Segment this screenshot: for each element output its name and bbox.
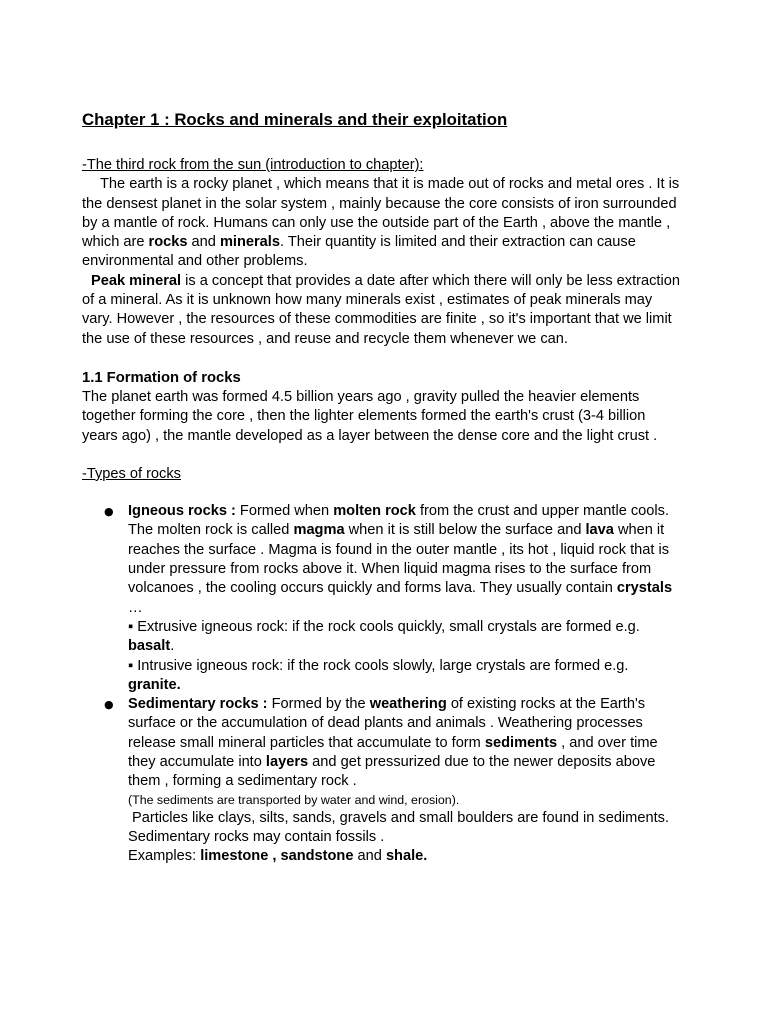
bold-term-limestone-sandstone: limestone , sandstone — [200, 848, 354, 865]
intro-heading — [82, 156, 682, 175]
bold-term-rocks: rocks — [148, 234, 188, 251]
sedimentary-description — [128, 695, 682, 791]
intrusive-line — [128, 657, 682, 696]
text-run: is a concept that provides a date after which there will only be less extraction of a mineral. As it is unknown how many minerals exist , estimates of peak minerals may vary. However , the resources of these commodities are finite , so it's important that we limit the use of these resources , and reuse and recycle them whenever we can. — [82, 272, 680, 347]
text-run: and — [353, 848, 386, 865]
sediment-transport-note: (The sediments are transported by water and wind, erosion). — [128, 792, 460, 807]
extrusive-line — [128, 618, 682, 657]
text-run: … — [128, 599, 143, 616]
section-1-1-paragraph: The planet earth was formed 4.5 billion years ago , gravity pulled the heavier elements together forming the core , then the lighter elements formed the earth's crust (3-4 billion years ago) , the mantle developed as a layer between the dense core and the light crust . — [82, 388, 658, 444]
particles-line: Particles like clays, silts, sands, gravels and small boulders are found in sediments. Sedimentary rocks may contain fossils . — [128, 809, 669, 845]
text-run: ▪ Extrusive igneous rock: if the rock cools quickly, small crystals are formed e.g. — [128, 618, 640, 635]
bold-label-igneous: Igneous rocks : — [128, 503, 236, 520]
text-run: when it is still below the surface and — [344, 522, 586, 539]
text-run: The earth is a rocky planet , which means that it is made out of rocks and metal ores . It is the densest planet in the solar system , mainly because the core consists of iron surrounded by a mantle of rock. Humans can only use the outside part of the Earth , above the mantle , which are — [82, 176, 680, 251]
text-run: of existing rocks at the Earth's surface or the accumulation of dead plants and animals . Weathering processes release small mineral particles that accumulate to form — [128, 696, 646, 751]
text-run: Examples: — [128, 848, 201, 865]
text-run: when it reaches the surface . Magma is found in the outer mantle , its hot , liquid rock that is under pressure from rocks above it. When liquid magma rises to the surface from volcanoes , the cooling occurs quickly and forms lava. They usually contain — [128, 522, 670, 597]
intro-paragraph-2 — [82, 272, 682, 349]
text-run: ▪ Intrusive igneous rock: if the rock cools slowly, large crystals are formed e.g. — [128, 657, 629, 674]
intro-heading-text: -The third rock from the sun (introduction to chapter): — [82, 157, 424, 173]
examples-line — [128, 847, 682, 866]
types-heading — [82, 465, 682, 484]
list-item-igneous — [82, 502, 682, 695]
bold-term-weathering: weathering — [369, 696, 447, 713]
text-run: . — [170, 638, 175, 655]
text-run: Formed when — [235, 503, 334, 520]
bold-term-crystals: crystals — [616, 580, 673, 597]
list-item-sedimentary — [82, 695, 682, 866]
bold-term-molten-rock: molten rock — [333, 503, 416, 520]
bold-term-sediments: sediments — [484, 734, 558, 751]
text-run: . Their quantity is limited and their extraction can cause environmental and other problems. — [82, 234, 636, 270]
bold-label-sedimentary: Sedimentary rocks : — [128, 696, 268, 713]
text-run: , and over time they accumulate into — [128, 734, 658, 771]
bold-term-basalt: basalt — [128, 638, 171, 655]
types-heading-text: -Types of rocks — [82, 465, 181, 482]
bold-term-layers: layers — [265, 754, 309, 771]
bold-term-lava: lava — [585, 522, 614, 539]
rock-types-list — [82, 502, 682, 866]
bold-term-peak-mineral: Peak mineral — [91, 272, 182, 289]
text-run: Formed by the — [267, 696, 370, 713]
text-run: and — [187, 234, 220, 251]
spacer — [82, 446, 682, 465]
chapter-title: Chapter 1 : Rocks and minerals and their exploitation — [82, 110, 508, 129]
document-body — [82, 108, 682, 867]
igneous-description — [128, 502, 682, 618]
text-run: and get pressurized due to the newer deposits above them , forming a sedimentary rock . — [128, 754, 656, 790]
section-heading-1-1: 1.1 Formation of rocks — [82, 369, 241, 386]
bold-term-shale: shale. — [385, 848, 428, 865]
intro-paragraph-1 — [82, 175, 682, 271]
text-run: from the crust and upper mantle cools. The molten rock is called — [128, 503, 670, 539]
spacer — [82, 484, 682, 502]
bold-term-magma: magma — [293, 522, 345, 539]
bold-term-granite: granite. — [128, 676, 181, 693]
spacer — [82, 349, 682, 368]
bold-term-minerals: minerals — [219, 234, 280, 251]
